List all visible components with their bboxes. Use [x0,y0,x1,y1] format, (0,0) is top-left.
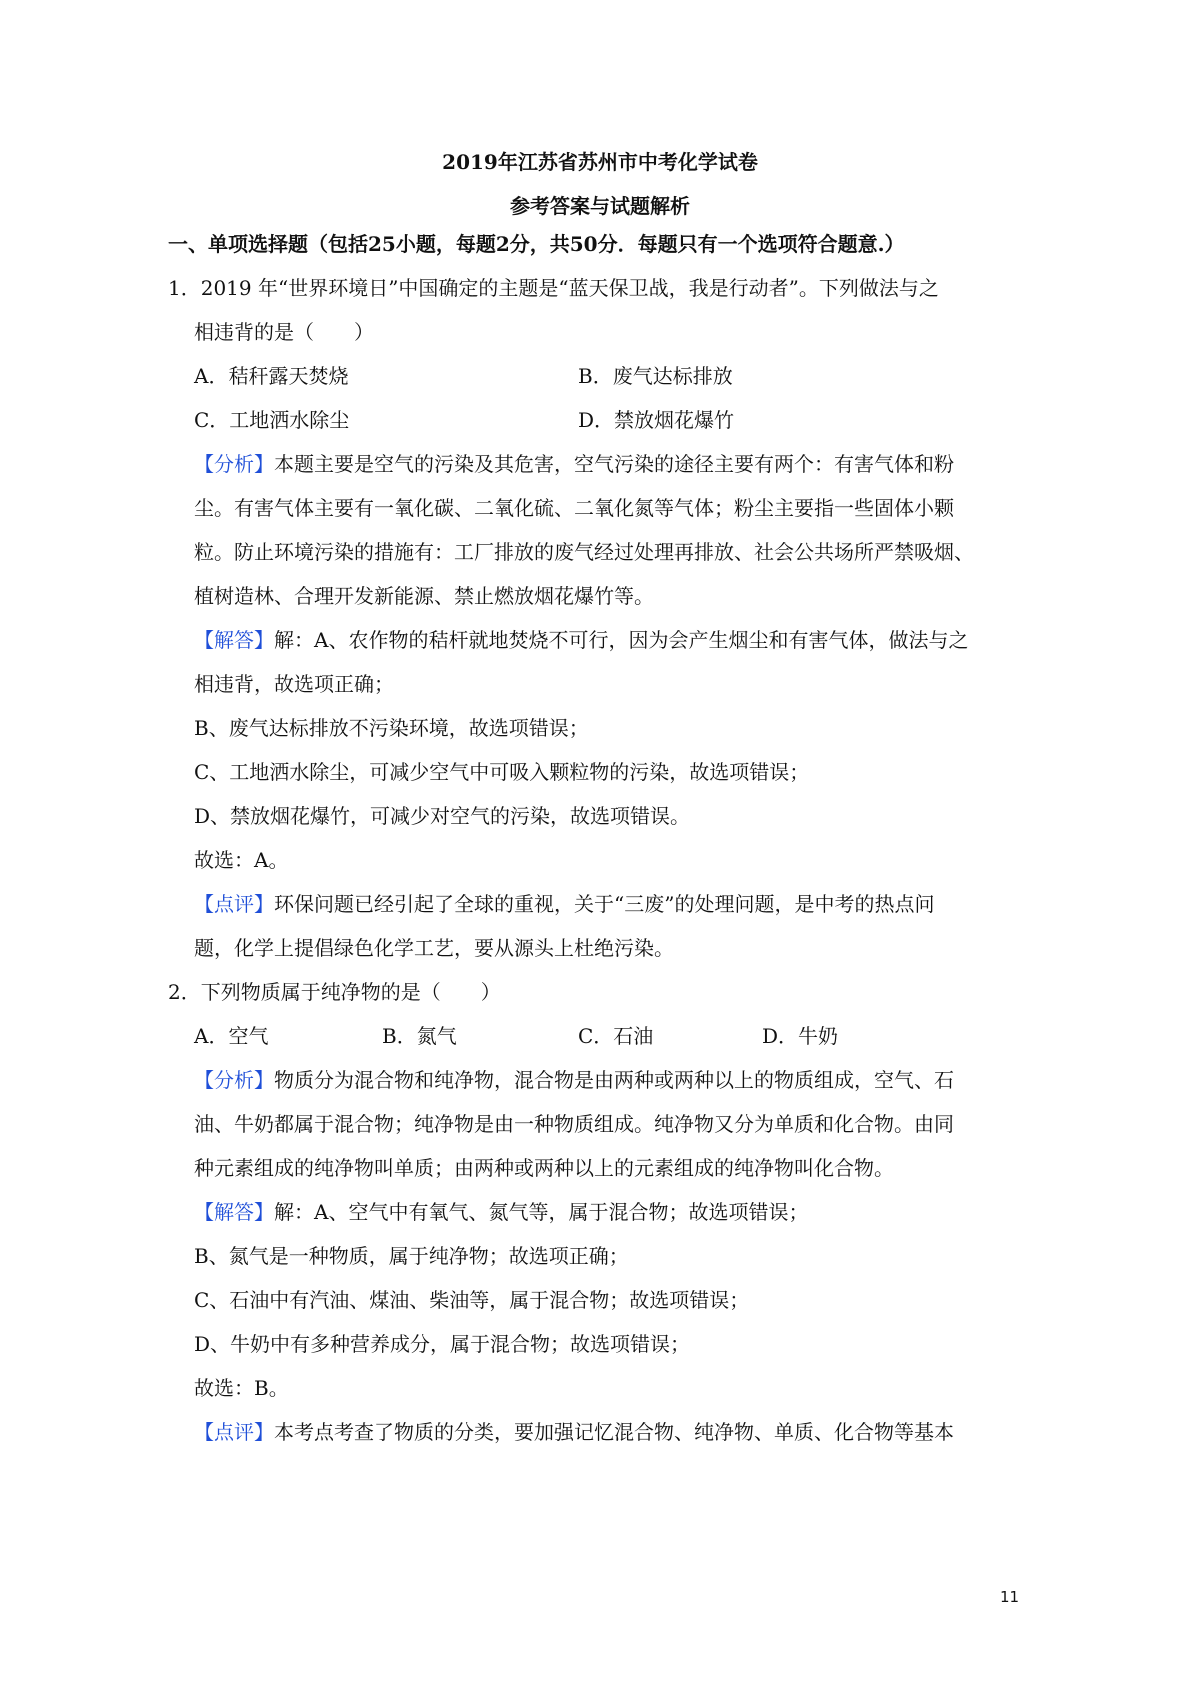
q2-analysis-line2: 油、牛奶都属于混合物；纯净物是由一种物质组成。纯净物又分为单质和化合物。由同 [194,1112,954,1136]
page-number: 11 [1000,1588,1020,1606]
q2-comment-line1 [194,1418,954,1446]
q1-answer-line2: 相违背，故选项正确； [194,672,394,696]
q2-answer-line1 [194,1198,808,1226]
q1-option-a: A．秸秆露天焚烧 [194,364,349,388]
q1-answer-line3: B、废气达标排放不污染环境，故选项错误； [194,716,589,740]
page-subtitle: 参考答案与试题解析 [510,194,690,218]
q1-analysis-text: 本题主要是空气的污染及其危害，空气污染的途径主要有两个：有害气体和粉 [274,452,954,476]
q1-option-b: B．废气达标排放 [578,364,733,388]
analysis-tag: 【分析】 [194,452,274,476]
q1-answer-line1 [194,626,968,654]
q2-answer-line3: C、石油中有汽油、煤油、柴油等，属于混合物；故选项错误； [194,1288,750,1312]
q1-option-d: D．禁放烟花爆竹 [578,408,735,432]
comment-tag: 【点评】 [194,892,274,916]
q2-comment-text: 本考点考查了物质的分类，要加强记忆混合物、纯净物、单质、化合物等基本 [274,1420,954,1444]
q1-stem-line1: 1．2019 年“世界环境日”中国确定的主题是“蓝天保卫战，我是行动者”。下列做法与之 [168,276,939,300]
q1-comment-line2: 题，化学上提倡绿色化学工艺，要从源头上杜绝污染。 [194,936,674,960]
q2-option-d: D．牛奶 [762,1024,839,1048]
q1-analysis-line2: 尘。有害气体主要有一氧化碳、二氧化硫、二氧化氮等气体；粉尘主要指一些固体小颗 [194,496,954,520]
comment-tag: 【点评】 [194,1420,274,1444]
q2-analysis-text: 物质分为混合物和纯净物，混合物是由两种或两种以上的物质组成，空气、石 [274,1068,954,1092]
q2-analysis-line3: 种元素组成的纯净物叫单质；由两种或两种以上的元素组成的纯净物叫化合物。 [194,1156,894,1180]
q1-answer-line4: C、工地洒水除尘，可减少空气中可吸入颗粒物的污染，故选项错误； [194,760,810,784]
q2-answer-line4: D、牛奶中有多种营养成分，属于混合物；故选项错误； [194,1332,691,1356]
q2-stem: 2．下列物质属于纯净物的是（ ） [168,980,501,1004]
q1-analysis-line4: 植树造林、合理开发新能源、禁止燃放烟花爆竹等。 [194,584,654,608]
q1-answer-choice: 故选：A。 [194,848,289,872]
q2-analysis-line1 [194,1066,954,1094]
q2-option-b: B．氮气 [382,1024,457,1048]
answer-tag: 【解答】 [194,1200,274,1224]
q2-answer-choice: 故选：B。 [194,1376,289,1400]
q2-answer-line2: B、氮气是一种物质，属于纯净物；故选项正确； [194,1244,629,1268]
answer-tag: 【解答】 [194,628,274,652]
q1-comment-line1 [194,890,934,918]
q1-comment-text: 环保问题已经引起了全球的重视，关于“三废”的处理问题，是中考的热点问 [274,892,935,916]
q1-analysis-line3: 粒。防止环境污染的措施有：工厂排放的废气经过处理再排放、社会公共场所严禁吸烟、 [194,540,974,564]
q2-option-a: A．空气 [194,1024,269,1048]
q2-answer-text: 解：A、空气中有氧气、氮气等，属于混合物；故选项错误； [274,1200,809,1224]
q1-answer-text: 解：A、农作物的秸杆就地焚烧不可行，因为会产生烟尘和有害气体，做法与之 [274,628,969,652]
q1-stem-line2: 相违背的是（ ） [194,320,374,344]
analysis-tag: 【分析】 [194,1068,274,1092]
q1-analysis-line1 [194,450,954,478]
section-heading: 一、单项选择题（包括25小题，每题2分，共50分．每题只有一个选项符合题意.） [168,232,905,256]
q1-option-c: C．工地洒水除尘 [194,408,350,432]
q1-answer-line5: D、禁放烟花爆竹，可减少对空气的污染，故选项错误。 [194,804,691,828]
page-title: 2019年江苏省苏州市中考化学试卷 [442,150,758,174]
q2-option-c: C．石油 [578,1024,654,1048]
